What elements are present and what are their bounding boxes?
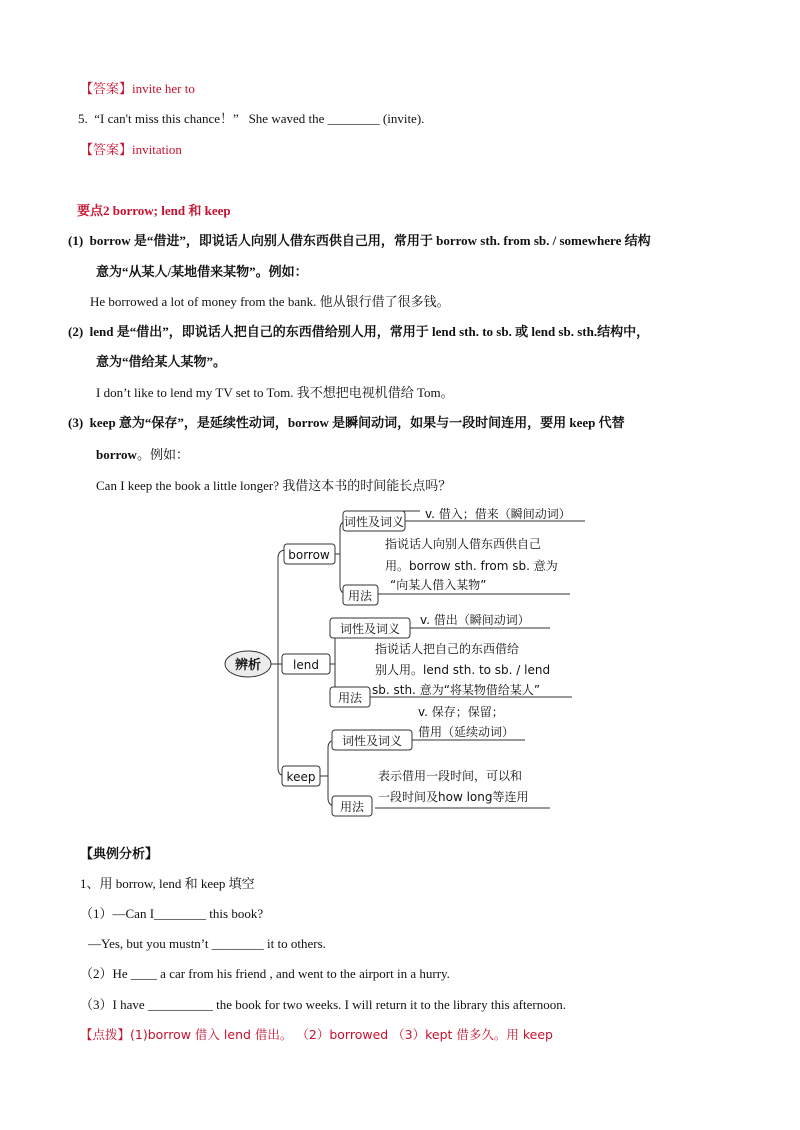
point-3-keyword: borrow bbox=[96, 447, 137, 462]
mindmap-keep-pos-line: v. 保存；保留； bbox=[418, 705, 504, 719]
question-number: 5. bbox=[78, 111, 88, 126]
answer-line-1 bbox=[80, 80, 195, 98]
mindmap-label-keep: keep bbox=[286, 770, 316, 784]
point-2-example: I don’t like to lend my TV set to Tom. 我不想把电视机借给 Tom。 bbox=[96, 385, 454, 400]
point-3-cont-text: 。例如： bbox=[136, 447, 189, 462]
mindmap-borrow-usage-line: “向某人借入某物” bbox=[390, 578, 487, 592]
q1b-post: it to others. bbox=[267, 936, 326, 951]
point-1-continued: 意为“从某人/某地借来某物”。例如： bbox=[96, 264, 308, 279]
point-1 bbox=[68, 232, 651, 250]
point-number: (2) bbox=[68, 324, 84, 339]
mindmap-lend-usage-line: 别人用。lend sth. to sb. / lend bbox=[375, 663, 551, 677]
exercise-intro: 1、用 borrow, lend 和 keep 填空 bbox=[80, 876, 255, 891]
question-quote: “I can't miss this chance！” bbox=[94, 111, 239, 126]
point-3-example: Can I keep the book a little longer? 我借这本书的时间能长点吗？ bbox=[96, 478, 452, 493]
answer-text: invite her to bbox=[132, 81, 195, 96]
answer-tag: 【答案】 bbox=[80, 142, 133, 157]
mindmap-keep-pos-label: 词性及词义 bbox=[341, 734, 403, 748]
q1a-blank[interactable]: ________ bbox=[154, 906, 207, 921]
q3-pre: （3）I have bbox=[80, 997, 145, 1012]
q3-post: the book for two weeks. I will return it to the library this afternoon. bbox=[216, 997, 566, 1012]
exercise-q1b bbox=[88, 935, 326, 953]
exercise-q3 bbox=[80, 996, 566, 1014]
mindmap-lend-pos-text: v. 借出（瞬间动词） bbox=[420, 613, 530, 627]
q1a-post: this book? bbox=[209, 906, 264, 921]
mindmap-label-borrow: borrow bbox=[288, 548, 330, 562]
answer-line-2 bbox=[80, 141, 182, 159]
point-2 bbox=[68, 323, 649, 341]
answer-tag: 【答案】 bbox=[80, 81, 133, 96]
mindmap-lend-usage-line: 指说话人把自己的东西借给 bbox=[375, 642, 520, 656]
mindmap-root-label: 辨析 bbox=[234, 658, 262, 673]
hint-text: (1)borrow 借入 lend 借出。 （2）borrowed （3）kept 借多久。用 keep bbox=[130, 1027, 553, 1042]
mindmap-lend-pos-label: 词性及词义 bbox=[339, 622, 401, 636]
point-1-example: He borrowed a lot of money from the bank. 他从银行借了很多钱。 bbox=[90, 294, 450, 309]
point-number: (1) bbox=[68, 233, 84, 248]
q2-pre: （2）He bbox=[80, 966, 128, 981]
section-title: 要点2 borrow; lend 和 keep bbox=[77, 203, 231, 218]
mindmap-borrow-pos-label: 词性及词义 bbox=[343, 515, 405, 529]
question-5 bbox=[78, 110, 424, 128]
point-text: lend 是“借出”，即说话人把自己的东西借给别人用，常用于 lend sth. to sb. 或 lend sb. sth.结构中， bbox=[89, 324, 650, 339]
mindmap-borrow-usage-label: 用法 bbox=[347, 589, 373, 603]
q2-blank[interactable]: ____ bbox=[130, 966, 157, 981]
mindmap-lend-usage-line: sb. sth. 意为“将某物借给某人” bbox=[372, 683, 541, 697]
q1b-pre: —Yes, but you mustn’t bbox=[88, 936, 209, 951]
question-blank: ________ bbox=[327, 111, 380, 126]
question-text-after: (invite). bbox=[382, 111, 425, 126]
mindmap-keep-pos-line: 借用（延续动词） bbox=[418, 725, 515, 739]
mindmap-keep-usage-label: 用法 bbox=[339, 800, 365, 814]
q3-blank[interactable]: __________ bbox=[147, 997, 213, 1012]
hint-tag: 【点拨】 bbox=[80, 1027, 131, 1042]
exercise-q1a bbox=[80, 905, 263, 923]
point-text: keep 意为“保存”，是延续性动词，borrow 是瞬间动词，如果与一段时间连用，要用 keep 代替 bbox=[89, 415, 625, 430]
point-3-continued bbox=[96, 446, 189, 464]
hint-line bbox=[80, 1026, 553, 1044]
answer-text: invitation bbox=[132, 142, 182, 157]
mindmap-borrow-pos-text: v. 借入；借来（瞬间动词） bbox=[425, 507, 571, 521]
mindmap-lend-usage-label: 用法 bbox=[337, 691, 363, 705]
question-text-before: She waved the bbox=[248, 111, 325, 126]
q2-post: a car from his friend , and went to the airport in a hurry. bbox=[160, 966, 450, 981]
point-text: borrow 是“借进”，即说话人向别人借东西供自己用，常用于 borrow sth. from sb. / somewhere 结构 bbox=[89, 233, 651, 248]
point-2-continued: 意为“借给某人某物”。 bbox=[96, 354, 227, 369]
mindmap-borrow-usage-line: 指说话人向别人借东西供自己 bbox=[385, 537, 542, 551]
mindmap-diagram bbox=[220, 500, 590, 820]
mindmap-borrow-usage-line: 用。borrow sth. from sb. 意为 bbox=[385, 559, 558, 573]
mindmap-keep-usage-line: 一段时间及how long等连用 bbox=[378, 790, 529, 804]
q1a-pre: （1）—Can I bbox=[80, 906, 155, 921]
mindmap-keep-usage-line: 表示借用一段时间，可以和 bbox=[378, 769, 523, 783]
point-3 bbox=[68, 414, 625, 432]
point-number: (3) bbox=[68, 415, 84, 430]
examples-title: 【典例分析】 bbox=[80, 846, 159, 861]
mindmap-label-lend: lend bbox=[293, 658, 319, 672]
q1b-blank[interactable]: ________ bbox=[211, 936, 264, 951]
exercise-q2 bbox=[80, 965, 450, 983]
